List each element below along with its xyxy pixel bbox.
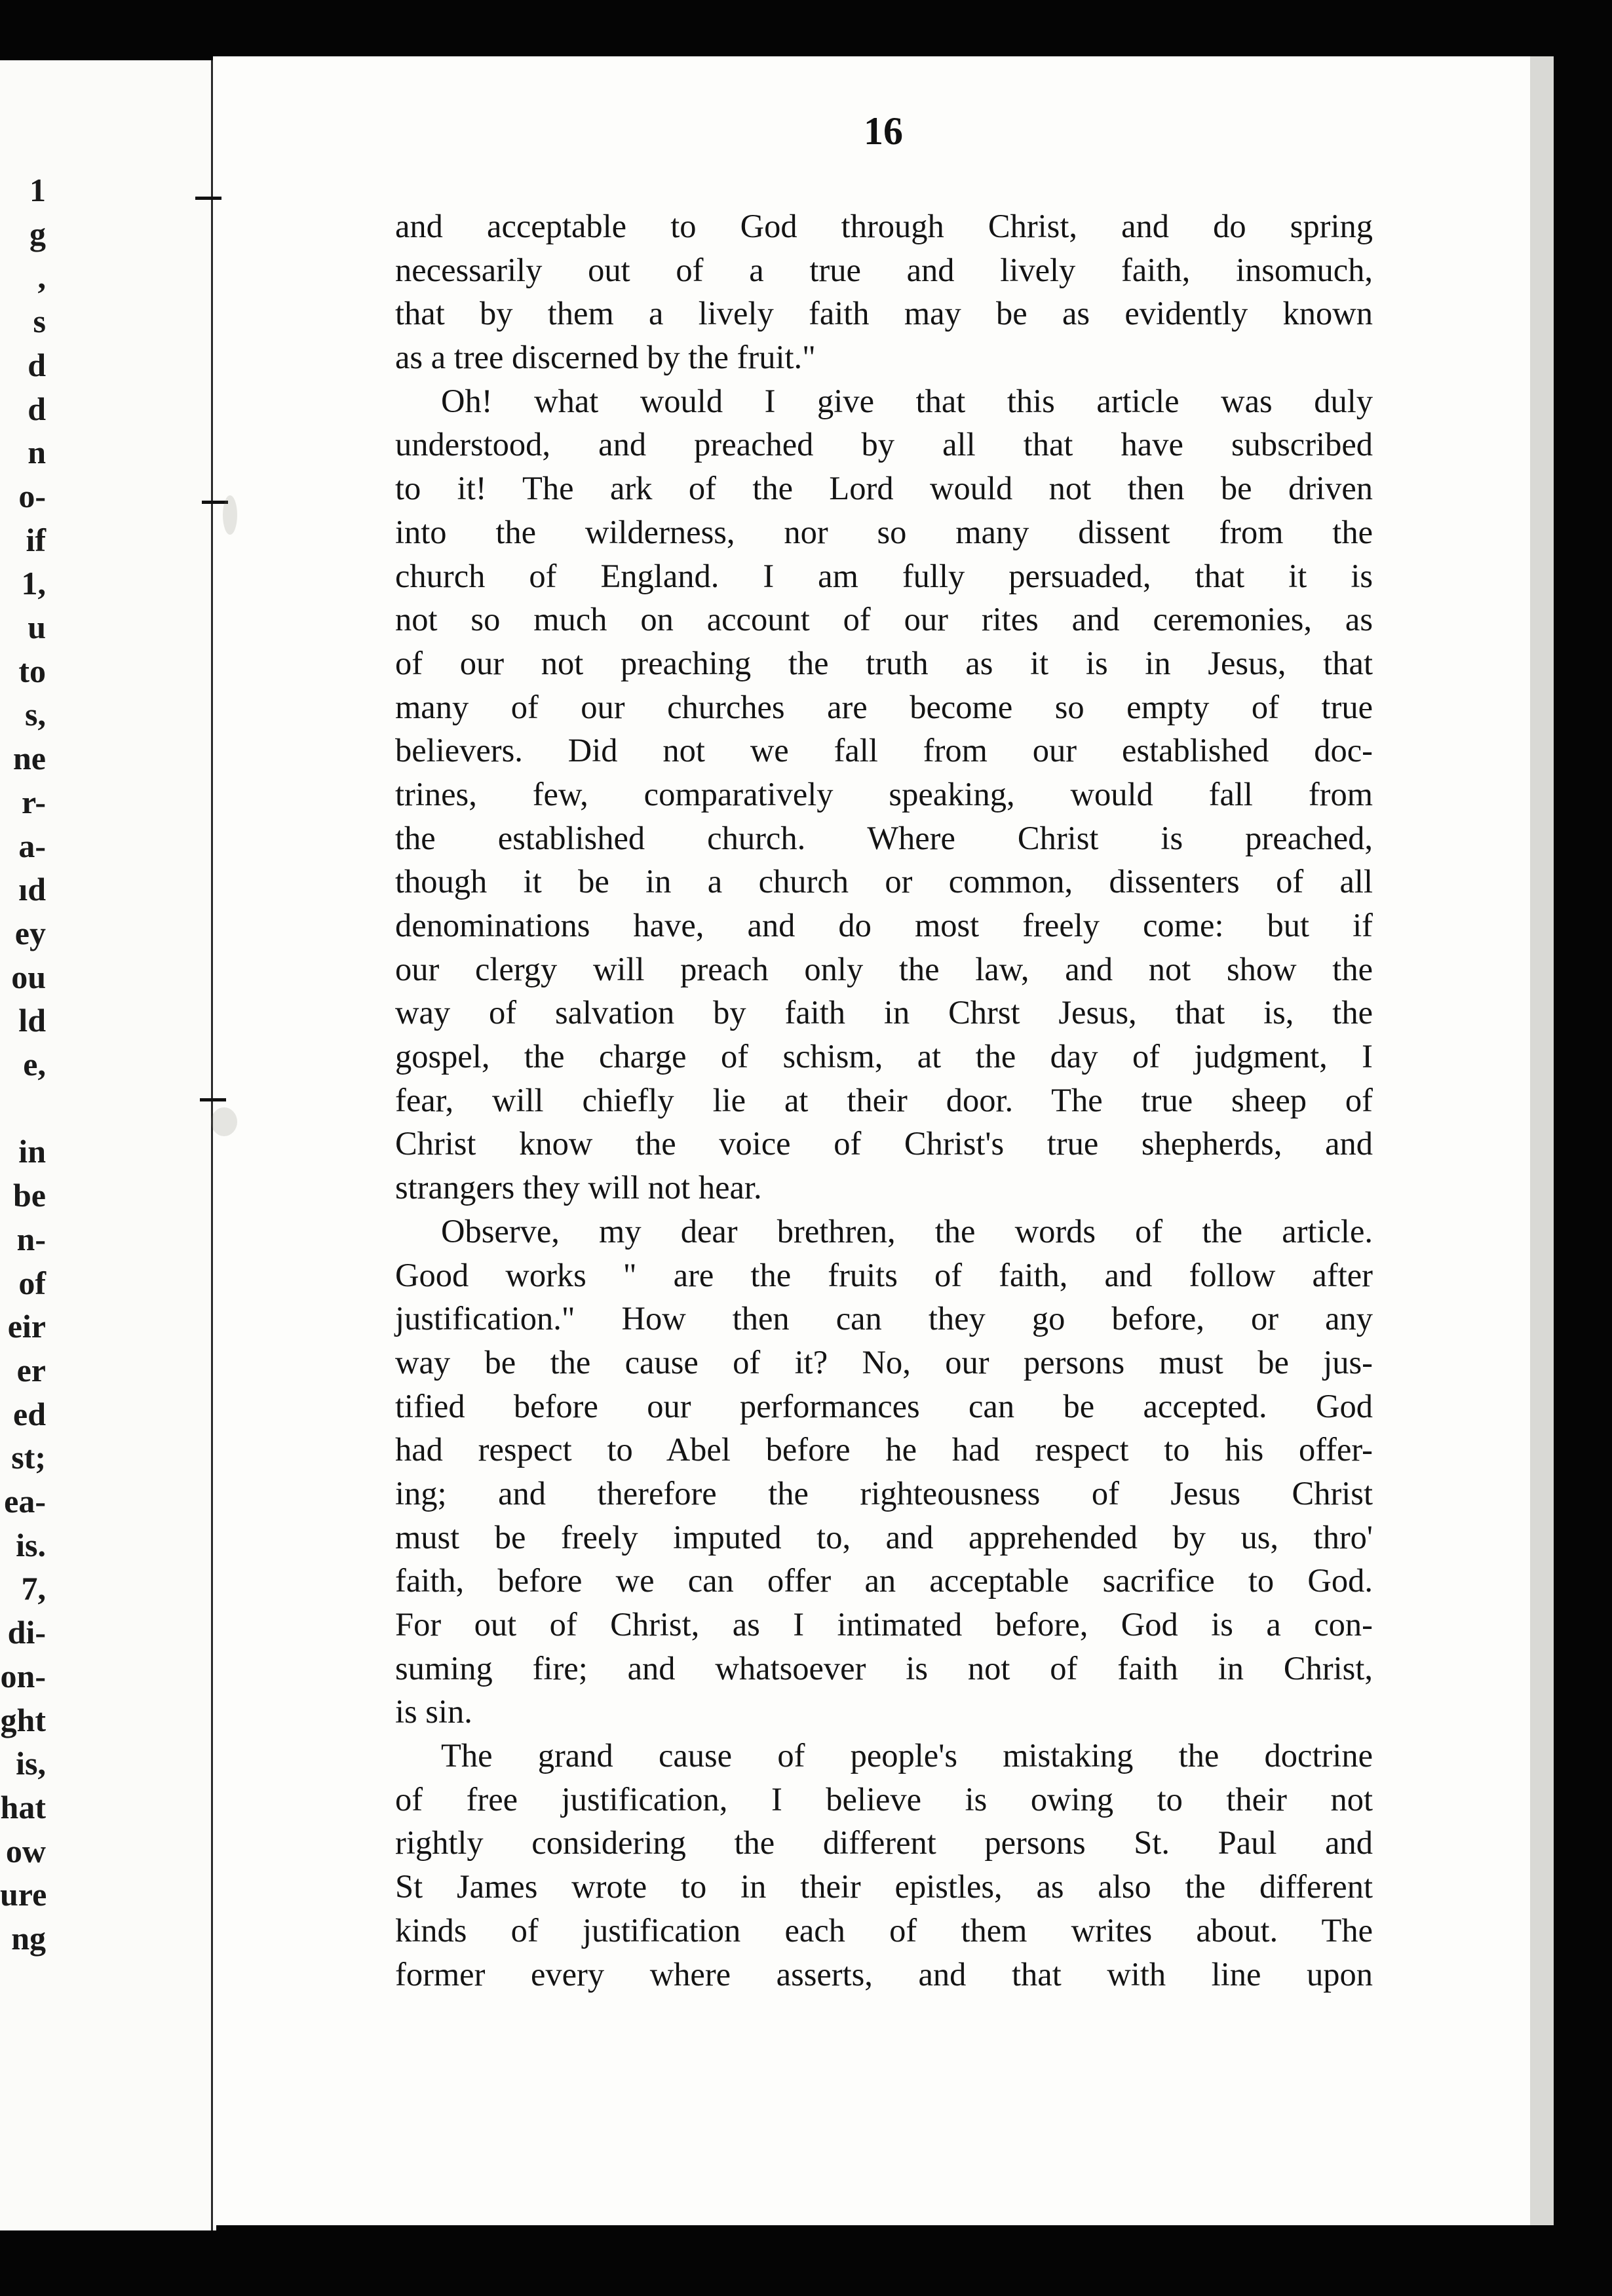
facing-page-fragment: ou [11, 958, 46, 995]
text-line: denominations have, and do most freely come: but if [395, 907, 1373, 944]
text-line: to it! The ark of the Lord would not then be driven [395, 470, 1373, 507]
facing-page-fragment: u [28, 609, 46, 645]
text-line: gospel, the charge of schism, at the day of judgment, I [395, 1038, 1373, 1075]
facing-page-fragment: s, [25, 696, 46, 733]
text-line: necessarily out of a true and lively faith, insomuch, [395, 251, 1373, 288]
facing-page-fragment: , [37, 259, 46, 296]
gutter-mark [200, 1098, 226, 1101]
facing-page-fragment: 7, [21, 1570, 46, 1607]
paper-stain [211, 1107, 237, 1136]
facing-page-fragment: ng [11, 1920, 46, 1957]
facing-page-fragment: o- [18, 477, 46, 514]
text-line: understood, and preached by all that have subscribed [395, 426, 1373, 463]
text-line: way of salvation by faith in Chrst Jesus, that is, the [395, 994, 1373, 1031]
text-line: not so much on account of our rites and ceremonies, as [395, 601, 1373, 638]
text-line: trines, few, comparatively speaking, would fall from [395, 775, 1373, 813]
text-line: had respect to Abel before he had respect to his offer- [395, 1431, 1373, 1468]
text-line: justification." How then can they go before, or any [395, 1300, 1373, 1337]
facing-page-fragment: of [18, 1264, 46, 1301]
facing-page-fragment: s [33, 303, 46, 340]
text-line: The grand cause of people's mistaking the doctrine [441, 1737, 1373, 1774]
text-line: strangers they will not hear. [395, 1169, 762, 1206]
facing-page-fragment: ure [0, 1876, 47, 1913]
text-line: as a tree discerned by the fruit." [395, 339, 816, 376]
facing-page-fragment: d [28, 390, 46, 427]
facing-page-fragment: er [16, 1351, 46, 1388]
facing-page-fragment: ea- [4, 1483, 46, 1520]
facing-page-fragment: eir [7, 1308, 46, 1345]
page-edge-shadow [1530, 56, 1554, 2225]
facing-page-fragment: st; [11, 1439, 46, 1476]
page-number: 16 [864, 109, 903, 153]
page-gutter [211, 60, 213, 2230]
text-line: that by them a lively faith may be as evidently known [395, 295, 1373, 332]
facing-page-fragment: is, [16, 1745, 46, 1782]
facing-page-fragment: if [26, 521, 46, 558]
text-line: believers. Did not we fall from our established doc- [395, 732, 1373, 769]
text-line: into the wilderness, nor so many dissent from the [395, 513, 1373, 550]
text-line: way be the cause of it? No, our persons must be jus- [395, 1343, 1373, 1381]
text-line: faith, before we can offer an acceptable sacrifice to God. [395, 1562, 1373, 1599]
facing-page-fragment: ght [0, 1701, 46, 1738]
paper-stain [223, 495, 237, 535]
facing-page-fragment: r- [22, 783, 46, 820]
text-line: our clergy will preach only the law, and not show the [395, 950, 1373, 987]
text-line: of our not preaching the truth as it is in Jesus, that [395, 644, 1373, 681]
text-line: ing; and therefore the righteousness of Jesus Christ [395, 1474, 1373, 1512]
text-line: former every where asserts, and that with line upon [395, 1955, 1373, 1993]
text-line: of free justification, I believe is owing to their not [395, 1780, 1373, 1818]
text-line: Observe, my dear brethren, the words of the article. [441, 1212, 1373, 1250]
text-line: and acceptable to God through Christ, and do spring [395, 208, 1373, 244]
text-line: Good works " are the fruits of faith, and follow after [395, 1256, 1373, 1293]
facing-page-fragment: ıd [18, 871, 46, 908]
facing-page-fragment: to [18, 652, 46, 689]
text-line: church of England. I am fully persuaded, that it is [395, 557, 1373, 594]
facing-page-fragment: ne [13, 740, 46, 777]
facing-page-fragment: is. [16, 1526, 46, 1563]
facing-page-fragment: 1 [29, 172, 46, 208]
facing-page-fragment: n [28, 434, 46, 471]
text-line: must be freely imputed to, and apprehended by us, thro' [395, 1518, 1373, 1556]
text-line: Oh! what would I give that this article was duly [441, 382, 1373, 419]
facing-page-fragment: d [28, 346, 46, 383]
text-line: St James wrote to in their epistles, as also the different [395, 1868, 1373, 1905]
facing-page-fragment: n- [16, 1220, 46, 1257]
text-line: though it be in a church or common, dissenters of all [395, 863, 1373, 900]
facing-page-fragment: on- [0, 1657, 46, 1694]
text-line: the established church. Where Christ is preached, [395, 819, 1373, 856]
facing-page-fragment: ow [5, 1832, 46, 1869]
facing-page-fragment: 1, [21, 565, 46, 602]
facing-page-fragment: a- [18, 827, 46, 864]
text-line: kinds of justification each of them writes about. The [395, 1911, 1373, 1949]
facing-page-fragment: in [18, 1133, 46, 1170]
facing-page-fragment: ey [14, 914, 46, 951]
facing-page-fragment: ld [18, 1002, 46, 1039]
text-line: rightly considering the different persons St. Paul and [395, 1824, 1373, 1862]
facing-page-fragment: g [29, 215, 46, 252]
gutter-mark [195, 197, 221, 200]
facing-page-edge [0, 60, 216, 2230]
text-line: For out of Christ, as I intimated before, God is a con- [395, 1606, 1373, 1643]
body-text [395, 204, 1373, 1996]
facing-page-fragment: di- [7, 1614, 46, 1651]
text-line: fear, will chiefly lie at their door. The true sheep of [395, 1081, 1373, 1119]
text-line: many of our churches are become so empty of true [395, 688, 1373, 725]
text-line: tified before our performances can be accepted. God [395, 1387, 1373, 1425]
facing-page-fragment: be [13, 1177, 46, 1214]
text-line: Christ know the voice of Christ's true shepherds, and [395, 1125, 1373, 1162]
facing-page-fragment: hat [0, 1788, 46, 1826]
facing-page-fragment: ed [13, 1395, 46, 1432]
text-line: suming fire; and whatsoever is not of faith in Christ, [395, 1649, 1373, 1687]
facing-page-fragment: e, [23, 1046, 46, 1082]
text-line: is sin. [395, 1693, 472, 1731]
